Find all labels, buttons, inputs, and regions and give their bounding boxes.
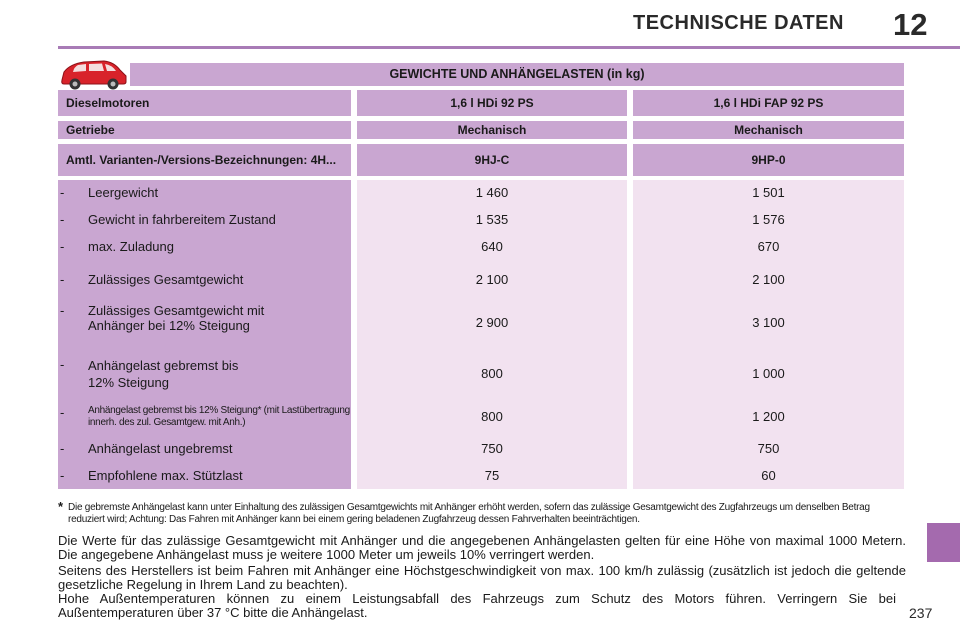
table-cell: 2 100 xyxy=(752,272,785,287)
chapter-tab-marker xyxy=(927,523,960,562)
table-head-row-engine xyxy=(58,90,904,116)
chapter-number: 12 xyxy=(893,7,928,42)
table-cell: 750 xyxy=(757,441,780,456)
row-dash: - xyxy=(60,303,65,318)
row-dash: - xyxy=(60,212,65,227)
table-cell: 75 xyxy=(484,468,500,483)
row-dash: - xyxy=(60,468,65,483)
table-cell: 2 100 xyxy=(475,272,509,287)
row-dash: - xyxy=(60,405,65,420)
table-banner: GEWICHTE UND ANHÄNGELASTEN (in kg) xyxy=(130,63,904,86)
head-cell-variant-2: 9HP-0 xyxy=(633,144,904,176)
table-cell: 670 xyxy=(757,239,780,254)
table-cell: 800 xyxy=(481,409,503,424)
footnote-text: Die gebremste Anhängelast kann unter Einhaltung des zulässigen Gesamtgewichts mit Anhänger erhöht werden, sofern das zulässige Gesamtgewicht des Zugfahrzeugs um denselben Betrag reduziert wird; Achtung: Das Fahren mit Anhänger kann bei einem gering beladenen Zugfahrzeug dessen Fahrverhalten beeinträchtigen. xyxy=(68,502,870,525)
footnote-marker: * xyxy=(58,499,63,514)
table-cell: 3 100 xyxy=(752,315,785,330)
head-cell-label: Amtl. Varianten-/Versions-Bezeichnungen: 4H... xyxy=(58,144,351,176)
paragraph-speed: Seitens des Herstellers ist beim Fahren mit Anhänger eine Höchstgeschwindigkeit von max. 100 km/h zulässig (zusätzlich ist jedoch die geltende gesetzliche Regelung in Ihrem Land zu beachten). xyxy=(58,563,906,592)
row-label-text: Zulässiges Gesamtgewicht mit Anhänger bei 12% Steigung xyxy=(88,303,265,333)
head-cell-variant-2: Mechanisch xyxy=(633,121,904,139)
paragraph-altitude: Die Werte für das zulässige Gesamtgewicht mit Anhänger und die angegebenen Anhängelasten gelten für eine Höhe von maximal 1000 Metern. Die angegebene Anhängelast muss je weitere 1000 Meter um jeweils 10% verringert werden. xyxy=(58,533,906,562)
page-number: 237 xyxy=(909,605,933,621)
paragraph-temperature: Hohe Außentemperaturen können zu einem Leistungsabfall des Fahrzeugs zum Schutz des Motors führen. Verringern Sie bei Außentemperaturen über 37 °C bitte die Anhängelast. xyxy=(58,591,896,620)
table-cell: 1 535 xyxy=(475,212,509,227)
row-label-text: Leergewicht xyxy=(88,185,159,200)
head-cell-label: Dieselmotoren xyxy=(58,90,351,116)
row-label-text: Empfohlene max. Stützlast xyxy=(88,468,243,483)
page-title: TECHNISCHE DATEN xyxy=(633,12,844,34)
row-label-text: Zulässiges Gesamtgewicht xyxy=(88,272,244,287)
head-cell-variant-2: 1,6 l HDi FAP 92 PS xyxy=(633,90,904,116)
table-cell: 1 200 xyxy=(752,409,785,424)
head-cell-variant-1: 1,6 l HDi 92 PS xyxy=(357,90,627,116)
row-label-text: Anhängelast ungebremst xyxy=(88,441,233,456)
row-dash: - xyxy=(60,357,65,372)
table-cell: 1 501 xyxy=(752,185,785,200)
table-cell: 1 000 xyxy=(752,366,785,381)
row-label-text: Anhängelast gebremst bis 12% Steigung xyxy=(88,358,239,390)
table-cell: 60 xyxy=(761,468,776,483)
head-cell-variant-1: Mechanisch xyxy=(357,121,627,139)
head-cell-variant-1: 9HJ-C xyxy=(357,144,627,176)
row-label-text: max. Zuladung xyxy=(88,239,174,254)
row-dash: - xyxy=(60,441,65,456)
table-cell: 800 xyxy=(481,366,503,381)
table-head-row-versions xyxy=(58,144,904,176)
row-label-text: Anhängelast gebremst bis 12% Steigung* (mit Lastübertragung innerh. des zul. Gesamtgew. mit Anh.) xyxy=(88,405,350,428)
row-label-text: Gewicht in fahrbereitem Zustand xyxy=(88,212,276,227)
row-dash: - xyxy=(60,272,65,287)
table-head-row-gearbox xyxy=(58,121,904,139)
row-dash: - xyxy=(60,185,65,200)
table-cell: 1 576 xyxy=(752,212,785,227)
table-cell: 1 460 xyxy=(475,185,509,200)
head-cell-label: Getriebe xyxy=(58,121,351,139)
car-icon xyxy=(56,56,130,90)
header-rule xyxy=(58,46,960,49)
table-cell: 2 900 xyxy=(475,315,509,330)
table-cell: 640 xyxy=(481,239,503,254)
row-dash: - xyxy=(60,239,65,254)
table-cell: 750 xyxy=(481,441,503,456)
